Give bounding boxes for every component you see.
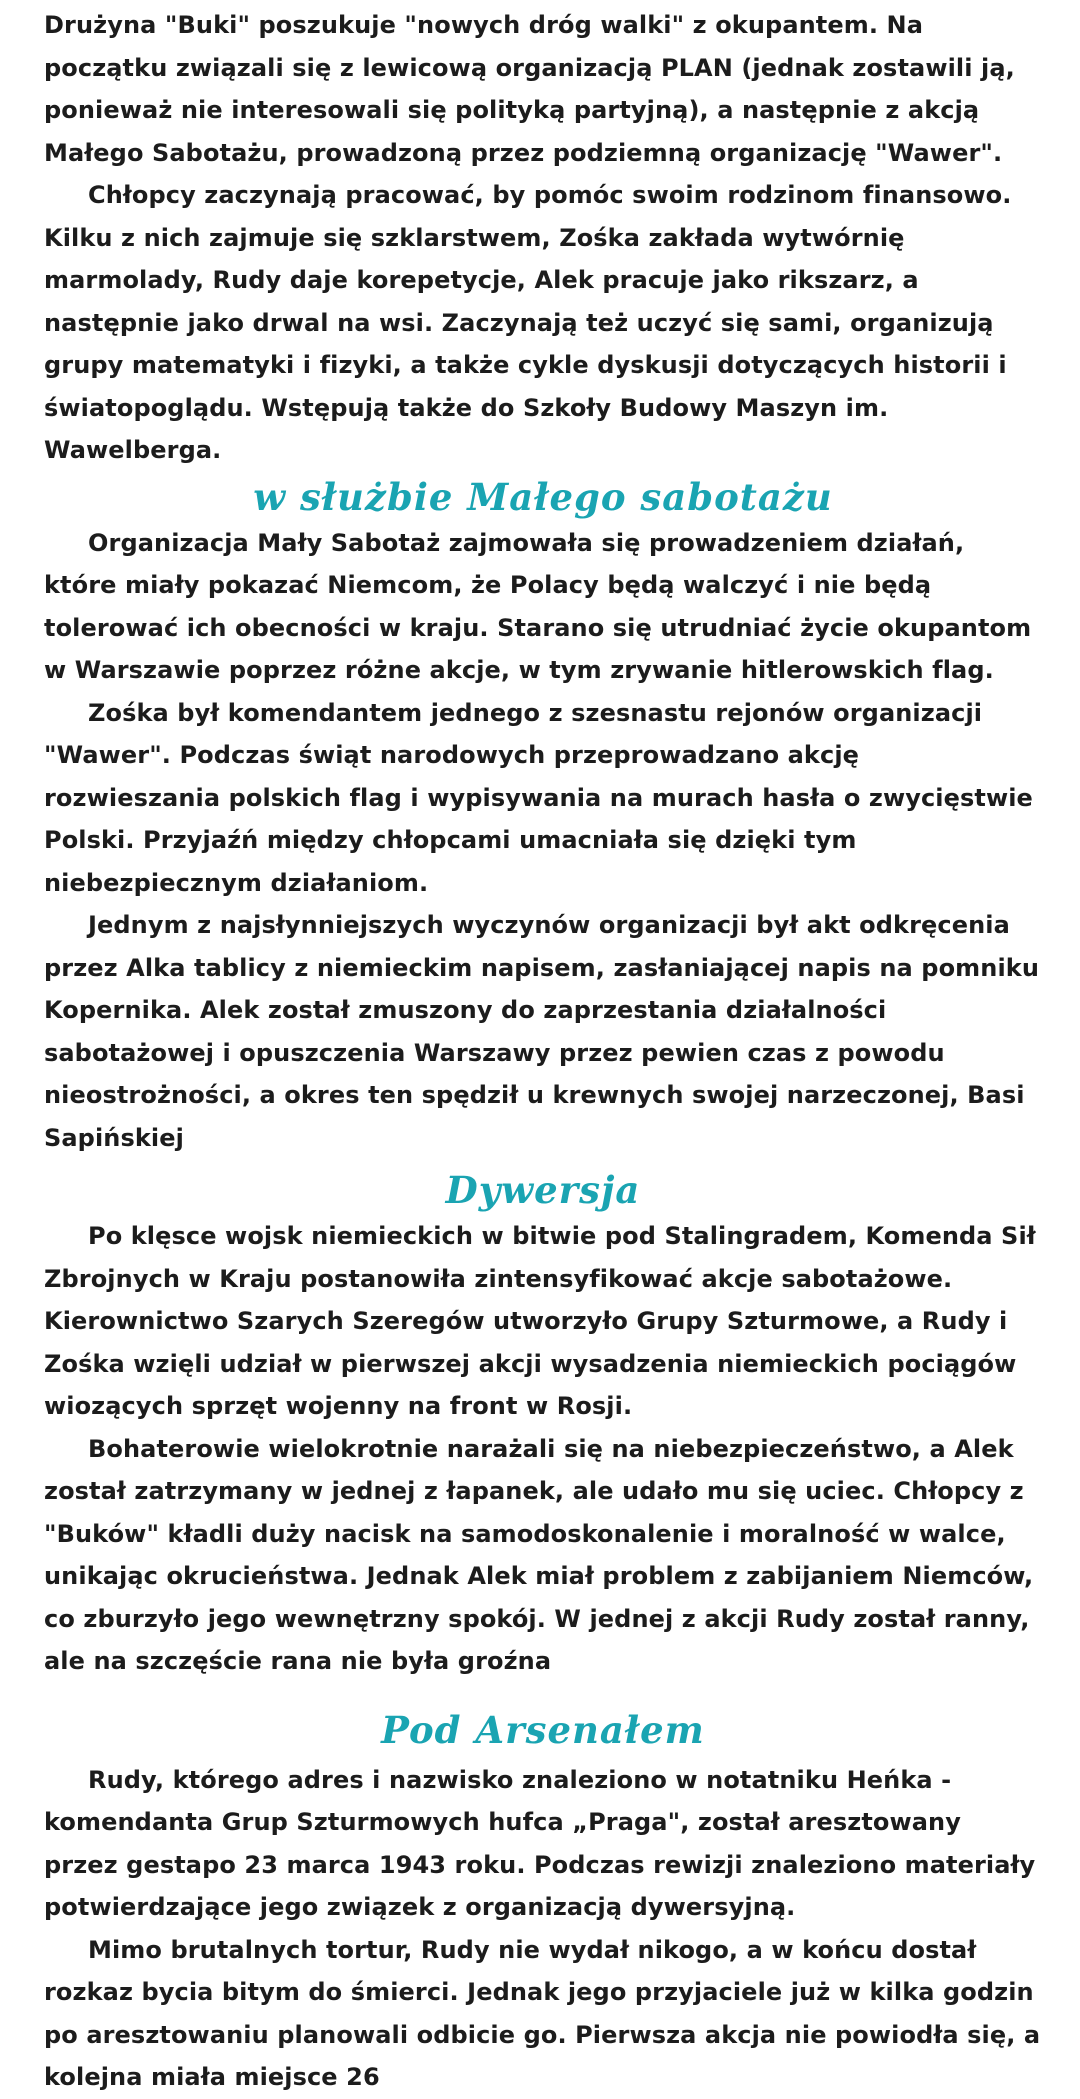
section-pod-arsenalem: [44, 1705, 1042, 2099]
section-heading: Pod Arsenałem: [381, 1707, 705, 1752]
paragraph: Jednym z najsłynniejszych wyczynów organizacji był akt odkręcenia przez Alka tablicy z niemieckim napisem, zasłaniającej napis na pomniku Kopernika. Alek został zmuszony do zaprzestania działalności sabotażowej i opuszczenia Warszawy przez pewien czas z powodu nieostrożności, a okres ten spędził u krewnych swojej narzeczonej, Basi Sapińskiej: [44, 911, 1040, 1152]
paragraph: Zośka był komendantem jednego z szesnastu rejonów organizacji "Wawer". Podczas świąt narodowych przeprowadzano akcję rozwieszania polskich flag i wypisywania na murach hasła o zwycięstwie Polski. Przyjaźń między chłopcami umacniała się dzięki tym niebezpiecznym działaniom.: [44, 698, 1033, 897]
section-heading: Dywersja: [445, 1168, 641, 1212]
paragraph: Po klęsce wojsk niemieckich w bitwie pod Stalingradem, Komenda Sił Zbrojnych w Kraju postanowiła zintensyfikować akcje sabotażowe. Kierownictwo Szarych Szeregów utworzyło Grupy Szturmowe, a Rudy i Zośka wzięli udział w pierwszej akcji wysadzenia niemieckich pociągów wiozących sprzęt wojenny na front w Rosji.: [44, 1222, 1036, 1420]
paragraph: Chłopcy zaczynają pracować, by pomóc swoim rodzinom finansowo. Kilku z nich zajmuje się szklarstwem, Zośka zakłada wytwórnię marmolady, Rudy daje korepetycje, Alek pracuje jako rikszarz, a następnie jako drwal na wsi. Zaczynają też uczyć się sami, organizują grupy matematyki i fizyki, a także cykle dyskusji dotyczących historii i światopoglądu. Wstępują także do Szkoły Budowy Maszyn im. Wawelberga.: [44, 181, 1012, 464]
section-heading: w służbie Małego sabotażu: [253, 474, 833, 519]
paragraph: Bohaterowie wielokrotnie narażali się na niebezpieczeństwo, a Alek został zatrzymany w jednej z łapanek, ale udało mu się uciec. Chłopcy z "Buków" kładli duży nacisk na samodoskonalenie i moralność w walce, unikając okrucieństwa. Jednak Alek miał problem z zabijaniem Niemców, co zburzyło jego wewnętrzny spokój. W jednej z akcji Rudy został ranny, ale na szczęście rana nie była groźna: [44, 1434, 1034, 1675]
paragraph: Organizacja Mały Sabotaż zajmowała się prowadzeniem działań, które miały pokazać Niemcom, że Polacy będą walczyć i nie będą tolerować ich obecności w kraju. Starano się utrudniać życie okupantom w Warszawie poprzez różne akcje, w tym zrywanie hitlerowskich flag.: [44, 528, 1032, 684]
section-dywersja: [44, 1165, 1042, 1683]
section-intro: [44, 4, 1042, 472]
paragraph: Drużyna "Buki" poszukuje "nowych dróg walki" z okupantem. Na początku związali się z lewicową organizacją PLAN (jednak zostawili ją, ponieważ nie interesowali się polityką partyjną), a następnie z akcją Małego Sabotażu, prowadzoną przez podziemną organizację "Wawer".: [44, 11, 1015, 167]
paragraph: Rudy, którego adres i nazwisko znaleziono w notatniku Heńka - komendanta Grup Szturmowych hufca „Praga", został aresztowany przez gestapo 23 marca 1943 roku. Podczas rewizji znaleziono materiały potwierdzające jego związek z organizacją dywersyjną.: [44, 1765, 1036, 1921]
paragraph: Mimo brutalnych tortur, Rudy nie wydał nikogo, a w końcu dostał rozkaz bycia bitym do śmierci. Jednak jego przyjaciele już w kilka godzin po aresztowaniu planowali odbicie go. Pierwsza akcja nie powiodła się, a kolejna miała miejsce 26: [44, 1935, 1041, 2091]
section-maly-sabotaz: [44, 472, 1042, 1160]
